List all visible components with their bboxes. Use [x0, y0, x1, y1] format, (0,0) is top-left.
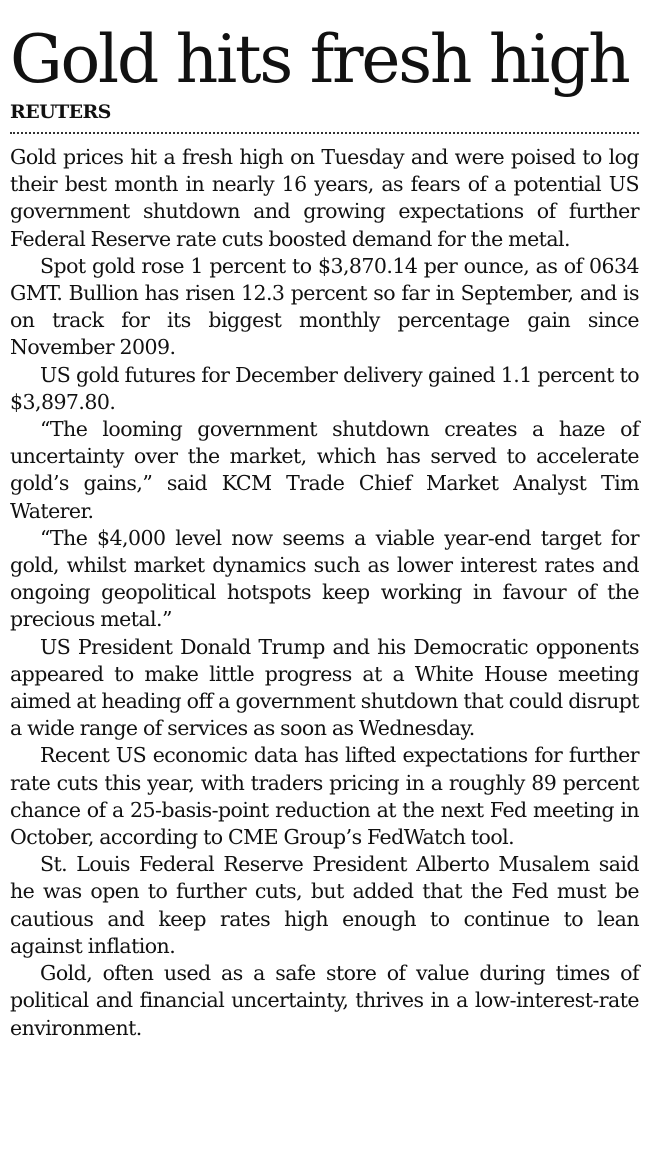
paragraph: Recent US economic data has lifted expectations for further rate cuts this year, with traders pricing in a roughly 89 percent chance of a 25-basis-point reduction at the next Fed meeting in October, according to CME Group’s FedWatch tool. [10, 743, 639, 850]
paragraph: “The $4,000 level now seems a viable year-end target for gold, whilst market dynamics such as lower interest rates and ongoing geopolitical hotspots keep working in favour of the precious metal.” [10, 525, 639, 632]
paragraph: US President Donald Trump and his Democratic opponents appeared to make little progress at a White House meeting aimed at heading off a government shutdown that could disrupt a wide range of services as soon as Wednesday. [10, 634, 639, 741]
dotted-divider [10, 132, 639, 134]
news-article [10, 0, 639, 1042]
paragraph: “The looming government shutdown creates a haze of uncertainty over the market, which has served to accelerate gold’s gains,” said KCM Trade Chief Market Analyst Tim Waterer. [10, 417, 639, 523]
paragraph: Gold prices hit a fresh high on Tuesday and were poised to log their best month in nearly 16 years, as fears of a potential US government shutdown and growing expectations of further Federal Reserve rate cuts boosted demand for the metal. [10, 145, 639, 251]
paragraph: US gold futures for December delivery gained 1.1 percent to $3,897.80. [10, 362, 639, 414]
paragraph: Spot gold rose 1 percent to $3,870.14 per ounce, as of 0634 GMT. Bullion has risen 12.3 percent so far in September, and is on track for its biggest monthly percentage gain since November 2009. [10, 253, 639, 360]
paragraph: St. Louis Federal Reserve President Alberto Musalem said he was open to further cuts, but added that the Fed must be cautious and keep rates high enough to continue to lean against inflation. [10, 852, 639, 958]
paragraph: Gold, often used as a safe store of value during times of political and financial uncertainty, thrives in a low-interest-rate environment. [10, 961, 639, 1040]
headline: Gold hits fresh high [10, 21, 629, 98]
article-body [10, 144, 639, 1042]
byline: REUTERS [10, 101, 111, 123]
